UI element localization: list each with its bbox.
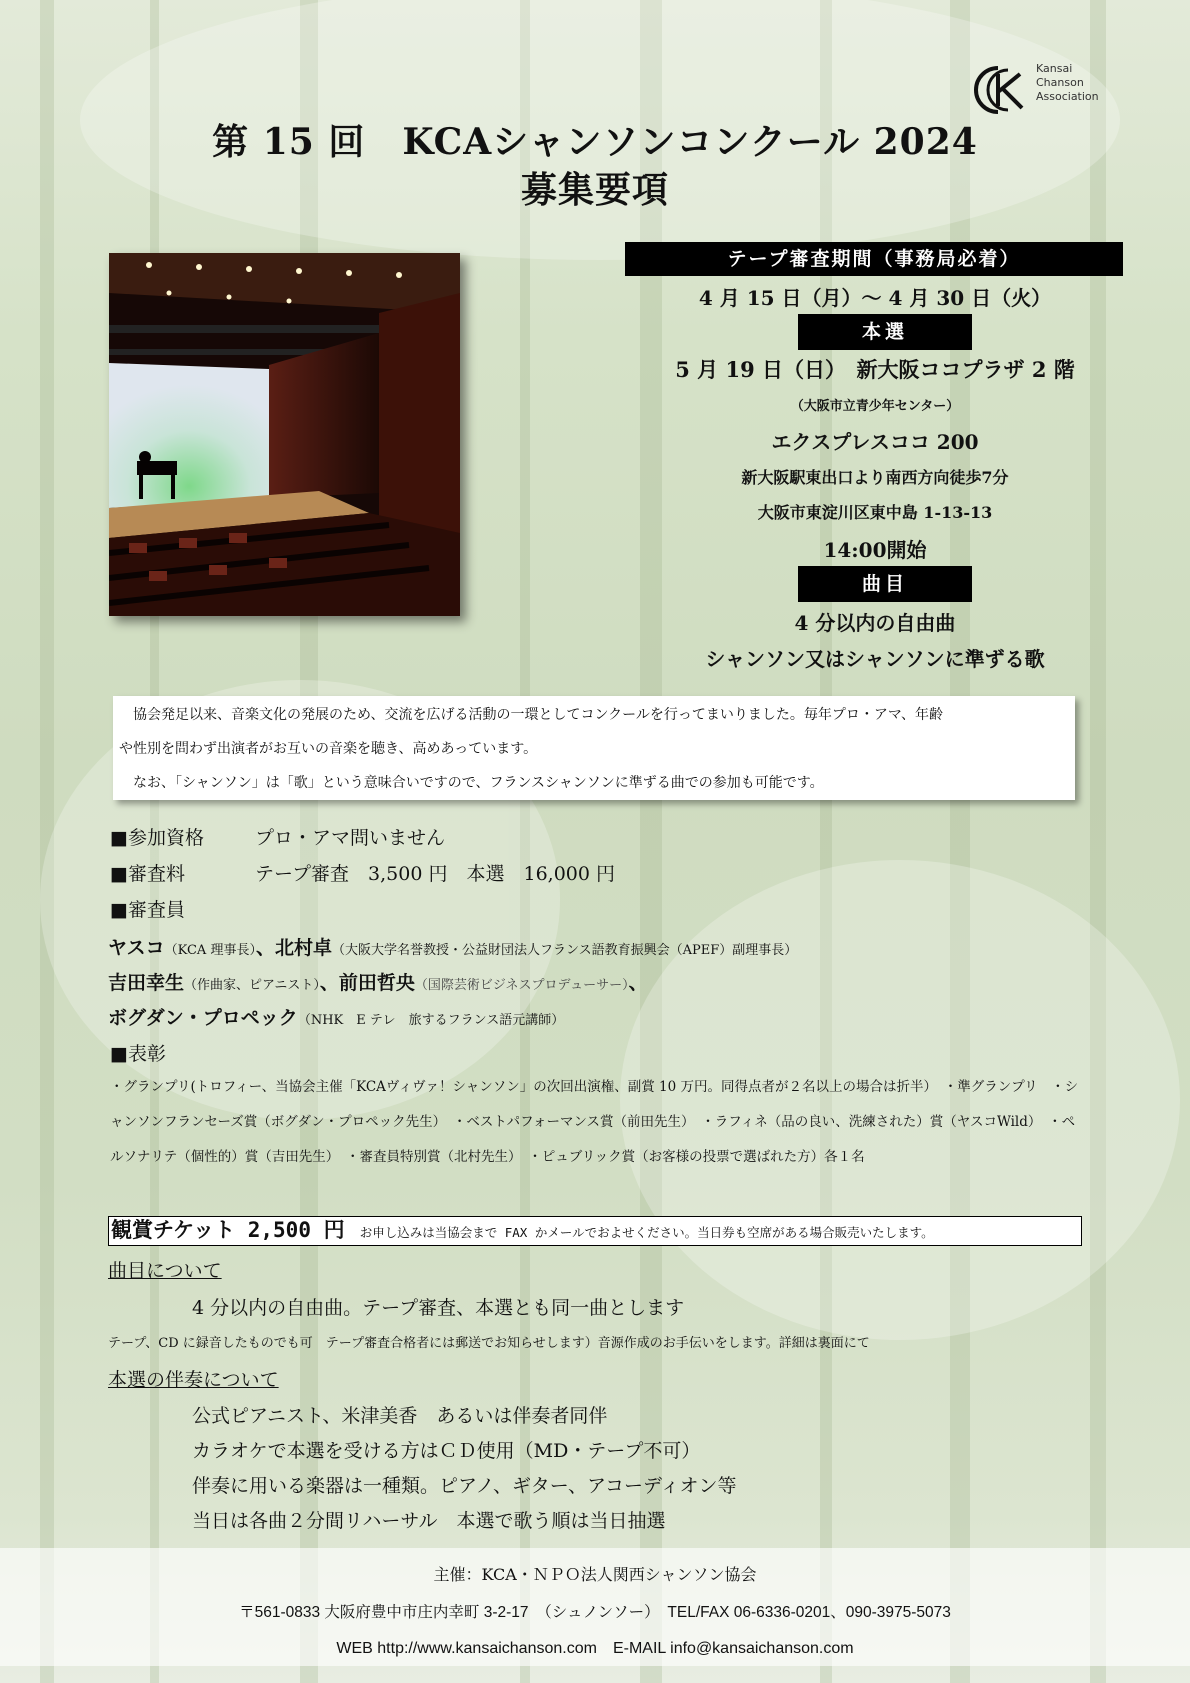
- ticket-box: [108, 1216, 1082, 1246]
- footer: [0, 1548, 1190, 1666]
- kca-logo-mark: [968, 64, 1030, 116]
- logo-line-2: Chanson: [1036, 76, 1084, 89]
- fee-value: テープ審査 3,500 円 本選 16,000 円: [255, 863, 616, 885]
- logo-line-3: Association: [1036, 90, 1099, 103]
- songs-rule-1: 4 分以内の自由曲。テープ審査、本選とも同一曲とします: [192, 1297, 685, 1319]
- concert-hall-illustration: [109, 253, 460, 616]
- final-venue-note: （大阪市立青少年センター）: [790, 399, 960, 414]
- judge-note: （大阪大学名誉教授・公益財団法人フランス語教育振興会（APEF）副理事長）: [332, 943, 798, 958]
- final-address: 大阪市東淀川区東中島 1-13-13: [757, 503, 993, 522]
- final-round-header: 本選: [798, 314, 972, 350]
- intro-line-3: なお、「シャンソン」は「歌」という意味合いですので、フランスシャンソンに準ずる曲での参加も可能です。: [119, 775, 824, 791]
- judge-separator: 、: [628, 972, 648, 994]
- judge-note: （KCA 理事長）: [164, 943, 256, 958]
- footer-organizer: 主催：KCA・ＮＰＯ法人関西シャンソン協会: [433, 1565, 757, 1584]
- accompaniment-line-3: 伴奏に用いる楽器は一種類。ピアノ、ギター、アコーディオン等: [192, 1475, 737, 1497]
- footer-address: 〒561-0833 大阪府豊中市庄内幸町 3-2-17 （シュノンソー） TEL/FAX 06-6336-0201、090-3975-5073: [239, 1604, 951, 1621]
- accompaniment-line-4: 当日は各曲２分間リハーサル 本選で歌う順は当日抽選: [192, 1510, 666, 1532]
- judge-name: 前田哲央: [338, 972, 415, 994]
- judge-note: （国際芸術ビジネスプロデューサー）: [414, 978, 629, 993]
- judge-name: 吉田幸生: [108, 972, 185, 994]
- judge-name: ヤスコ: [108, 937, 165, 959]
- judge-note: （作曲家、ピアニスト）: [184, 978, 320, 993]
- footer-web-email: WEB http://www.kansaichanson.com E-MAIL info@kansaichanson.com: [336, 1640, 854, 1657]
- kca-logo: [968, 62, 1098, 118]
- ticket-note: お申し込みは当協会まで FAX かメールでおよせください。当日券も空席がある場合販売いたします。: [359, 1225, 934, 1240]
- final-start-time: 14:00開始: [823, 538, 927, 562]
- final-hall: エクスプレスココ 200: [771, 430, 979, 454]
- final-date-venue: 5 月 19 日（日） 新大阪ココプラザ 2 階: [675, 357, 1075, 382]
- ticket-label: 観賞チケット 2,500 円: [111, 1218, 345, 1242]
- page-subtitle: 募集要項: [520, 169, 669, 211]
- accompaniment-heading: 本選の伴奏について: [108, 1369, 279, 1391]
- intro-line-1: 協会発足以来、音楽文化の発展のため、交流を広げる活動の一環としてコンクールを行ってまいりました。毎年プロ・アマ、年齢: [119, 707, 944, 723]
- tape-review-header: テープ審査期間（事務局必着）: [625, 242, 1123, 276]
- fee-label: ■審査料: [110, 863, 185, 885]
- songs-heading: 曲目について: [108, 1260, 222, 1282]
- songs-header: 曲目: [798, 566, 972, 602]
- songs-line-1: 4 分以内の自由曲: [794, 611, 956, 635]
- logo-text: [1036, 62, 1099, 104]
- logo-line-1: Kansai: [1036, 62, 1073, 75]
- intro-box: [113, 696, 1075, 800]
- concert-hall-photo: [109, 253, 460, 616]
- tape-review-dates: 4 月 15 日（月）～ 4 月 30 日（火）: [698, 286, 1052, 310]
- judge-name: ボグダン・プロペック: [108, 1007, 298, 1029]
- intro-line-2: や性別を問わず出演者がお互いの音楽を聴き、高めあっています。: [119, 741, 538, 757]
- judges-line-2: [108, 968, 648, 995]
- eligibility-value: プロ・アマ問いません: [255, 827, 446, 849]
- page-title: 第 15 回 KCAシャンソンコンクール 2024: [212, 121, 978, 163]
- accompaniment-line-2: カラオケで本選を受ける方はＣＤ使用（MD・テープ不可）: [192, 1440, 701, 1462]
- songs-line-2: シャンソン又はシャンソンに準ずる歌: [705, 647, 1045, 671]
- judge-note: （NHK E テレ 旅するフランス語元講師）: [297, 1013, 565, 1028]
- judge-separator: 、: [255, 937, 275, 959]
- judge-name: 北村卓: [274, 937, 332, 959]
- judges-line-3: [108, 1003, 564, 1030]
- awards-text: ・グランプリ(トロフィー、当協会主催「KCAヴィヴァ！シャンソン」の次回出演権、副賞 10 万円。同得点者が２名以上の場合は折半） ・準グランプリ ・シャンソンフランセーズ賞（ボグダン・プロペック先生） ・ベストパフォーマンス賞（前田先生） ・ラフィネ（品の良い、洗練された）賞（ヤスコWild） ・ペルソナリテ（個性的）賞（吉田先生） ・審査員特別賞（北村先生） ・ピュブリック賞（お客様の投票で選ばれた方）各１名: [110, 1079, 1079, 1165]
- songs-rule-2: テープ、CD に録音したものでも可 テープ審査合格者には郵送でお知らせします）音源作成のお手伝いをします。詳細は裏面にて: [108, 1336, 870, 1351]
- judges-label: ■審査員: [110, 899, 185, 921]
- accompaniment-line-1: 公式ピアニスト、米津美香 あるいは伴奏者同伴: [192, 1405, 608, 1427]
- judge-separator: 、: [319, 972, 339, 994]
- eligibility-label: ■参加資格: [110, 827, 204, 849]
- judges-line-1: [108, 933, 797, 960]
- awards-label: ■表彰: [110, 1043, 166, 1065]
- final-access: 新大阪駅東出口より南西方向徒歩7分: [741, 468, 1009, 487]
